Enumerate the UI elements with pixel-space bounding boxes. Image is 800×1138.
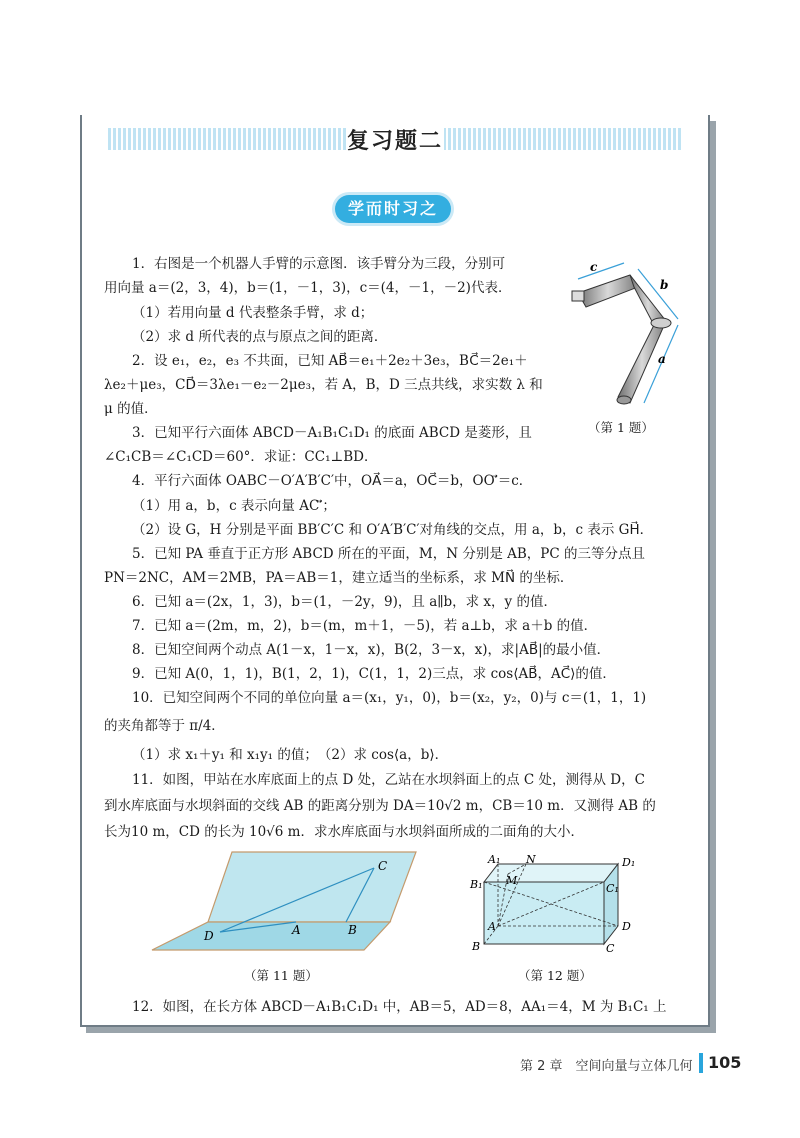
text-line: （1）求 x₁＋y₁ 和 x₁y₁ 的值； （2）求 cos⟨a，b⟩． bbox=[132, 747, 449, 763]
text-line: 2．设 e₁，e₂，e₃ 不共面，已知 AB⃗＝e₁＋2e₂＋3e₃，BC⃗＝2e₁＋ bbox=[132, 353, 528, 369]
text-line: 10．已知空间两个不同的单位向量 a＝(x₁，y₁，0)，b＝(x₂，y₂，0)与 c＝(1，1，1) bbox=[132, 690, 647, 706]
label-a: a bbox=[658, 352, 666, 366]
text-line: PN＝2NC，AM＝2MB，PA＝AB＝1，建立适当的坐标系，求 MN⃗ 的坐标． bbox=[104, 570, 574, 586]
text-line: λe₂＋μe₃，CD⃗＝3λe₁－e₂－2μe₃，若 A，B，D 三点共线，求实数 λ 和 bbox=[104, 377, 543, 393]
label-C1: C₁ bbox=[606, 882, 619, 895]
label-A: A bbox=[292, 923, 301, 937]
page-number: 105 bbox=[708, 1053, 742, 1072]
text-line: ∠C₁CB＝∠C₁CD＝60°．求证：CC₁⊥BD． bbox=[104, 449, 378, 465]
label-c: c bbox=[590, 260, 598, 274]
text-line: （2）求 d 所代表的点与原点之间的距离． bbox=[132, 329, 388, 345]
footer-chapter: 第 2 章 空间向量与立体几何 bbox=[520, 1059, 693, 1074]
text-line: （1）若用向量 d 代表整条手臂，求 d； bbox=[132, 305, 374, 321]
arm-segments bbox=[572, 275, 671, 404]
label-D: D bbox=[204, 929, 214, 943]
text-line: 到水库底面与水坝斜面的交线 AB 的距离分别为 DA＝10√2 m，CB＝10 m．又测得 AB 的 bbox=[104, 798, 656, 814]
text-line: 的夹角都等于 π/4． bbox=[104, 718, 225, 734]
text-line: 11．如图，甲站在水库底面上的点 D 处，乙站在水坝斜面上的点 C 处，测得从 D，C bbox=[132, 772, 645, 788]
text-line: 6．已知 a＝(2x，1，3)，b＝(1，－2y，9)，且 a∥b，求 x，y 的值． bbox=[132, 594, 557, 610]
label-B1: B₁ bbox=[470, 878, 483, 891]
text-line: μ 的值． bbox=[104, 401, 158, 417]
section-badge: 学而时习之 bbox=[335, 195, 451, 223]
planes bbox=[152, 852, 416, 950]
label-B: B bbox=[472, 940, 481, 953]
text-line: 7．已知 a＝(2m，m，2)，b＝(m，m＋1，－5)，若 a⊥b，求 a＋b 的值． bbox=[132, 618, 598, 634]
figure-robot-arm bbox=[560, 255, 700, 415]
figure-cuboid bbox=[468, 852, 648, 956]
label-M: M bbox=[506, 874, 518, 887]
figure-1-caption: （第 1 题） bbox=[588, 420, 654, 435]
text-line: （2）设 G，H 分别是平面 BB′C′C 和 O′A′B′C′对角线的交点，用 a，b，c 表示 GH⃗． bbox=[132, 522, 654, 538]
text-line: （1）用 a，b，c 表示向量 AC′⃗； bbox=[132, 498, 336, 514]
text-line: 3．已知平行六面体 ABCD－A₁B₁C₁D₁ 的底面 ABCD 是菱形，且 bbox=[132, 425, 532, 441]
text-line: 12．如图，在长方体 ABCD－A₁B₁C₁D₁ 中，AB＝5，AD＝8，AA₁＝4，M 为 B₁C₁ 上 bbox=[132, 999, 667, 1015]
label-C: C bbox=[378, 859, 388, 873]
label-C: C bbox=[606, 942, 615, 955]
text-line: 5．已知 PA 垂直于正方形 ABCD 所在的平面，M，N 分别是 AB，PC 的三等分点且 bbox=[132, 546, 646, 562]
label-B: B bbox=[348, 923, 357, 937]
text-line: 用向量 a＝(2，3，4)，b＝(1，－1，3)，c＝(4，－1，－2)代表． bbox=[104, 280, 512, 296]
label-D1: D₁ bbox=[622, 856, 636, 869]
figure-11-caption: （第 11 题） bbox=[244, 968, 318, 983]
text-line: 9．已知 A(0，1，1)，B(1，2，1)，C(1，1，2)三点，求 cos⟨AB⃗，AC⃗⟩的值． bbox=[132, 666, 616, 682]
figure-12-caption: （第 12 题） bbox=[518, 968, 592, 983]
label-D: D bbox=[622, 920, 631, 933]
label-A: A bbox=[488, 920, 496, 933]
text-line: 8．已知空间两个动点 A(1－x，1－x，x)，B(2，3－x，x)，求|AB⃗|的最小值． bbox=[132, 642, 611, 658]
label-b: b bbox=[660, 278, 669, 292]
label-N: N bbox=[526, 853, 536, 866]
label-A1: A₁ bbox=[488, 853, 501, 866]
text-line: 1．右图是一个机器人手臂的示意图．该手臂分为三段，分别可 bbox=[132, 256, 506, 272]
text-line: 4．平行六面体 OABC－O′A′B′C′中，OA⃗＝a，OC⃗＝b，OO′⃗＝c． bbox=[132, 473, 533, 489]
figure-dam bbox=[150, 848, 422, 954]
text-line: 长为10 m，CD 的长为 10√6 m．求水库底面与水坝斜面所成的二面角的大小． bbox=[104, 824, 584, 840]
page-title: 复习题二 bbox=[346, 129, 443, 154]
